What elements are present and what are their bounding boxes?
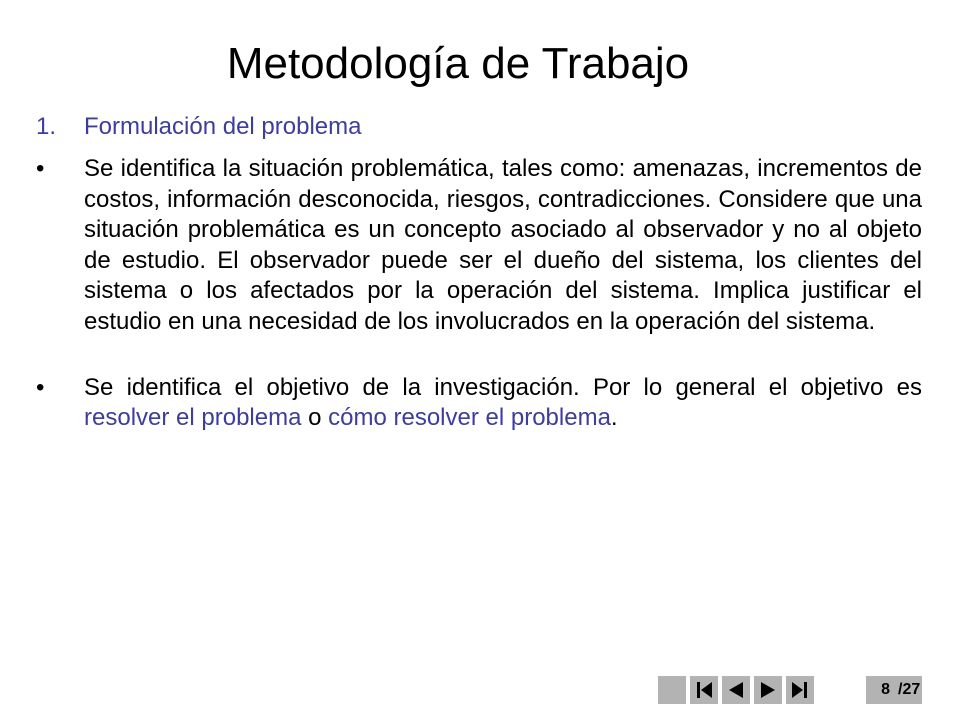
first-slide-icon <box>690 676 718 704</box>
next-slide-button[interactable] <box>754 676 782 704</box>
nav-blank-button[interactable] <box>658 676 686 704</box>
slide-navigation <box>658 676 818 704</box>
bullet-text <box>84 373 922 433</box>
total-pages: /27 <box>898 681 921 698</box>
bullet-text-part: o <box>301 404 329 431</box>
next-slide-icon <box>754 676 782 704</box>
bullet-marker: • <box>36 155 45 182</box>
bullet-text: Se identifica la situación problemática, tales como: amenazas, incrementos de costos, información desconocida, riesgos, contradicciones. Considere que una situación problemática es un concepto asociado al observador y no al objeto de estudio. El observador puede ser el dueño del sistema, los clientes del sistema o los afectados por la operación del sistema. Implica justificar el estudio en una necesidad de los involucrados en la operación del sistema. <box>84 155 922 335</box>
slide-content <box>36 112 922 433</box>
bullet-text-part: Se identifica el objetivo de la investigación. Por lo general el objetivo es <box>84 374 922 401</box>
previous-slide-icon <box>722 676 750 704</box>
last-slide-icon <box>786 676 814 704</box>
bullet-item <box>36 154 922 337</box>
slide-title: Metodología de Trabajo <box>226 39 690 88</box>
page-indicator <box>866 676 922 704</box>
first-slide-button[interactable] <box>690 676 718 704</box>
section-heading <box>36 112 922 146</box>
previous-slide-button[interactable] <box>722 676 750 704</box>
highlighted-phrase: cómo resolver el problema <box>328 404 611 431</box>
current-page-number: 8 <box>881 681 890 698</box>
bullet-item <box>36 373 922 433</box>
bullet-text-part: . <box>610 404 618 431</box>
section-number: 1. <box>36 113 57 140</box>
bullet-marker: • <box>36 374 45 401</box>
highlighted-phrase: resolver el problema <box>84 404 302 431</box>
section-heading-text: Formulación del problema <box>84 113 362 140</box>
last-slide-button[interactable] <box>786 676 814 704</box>
